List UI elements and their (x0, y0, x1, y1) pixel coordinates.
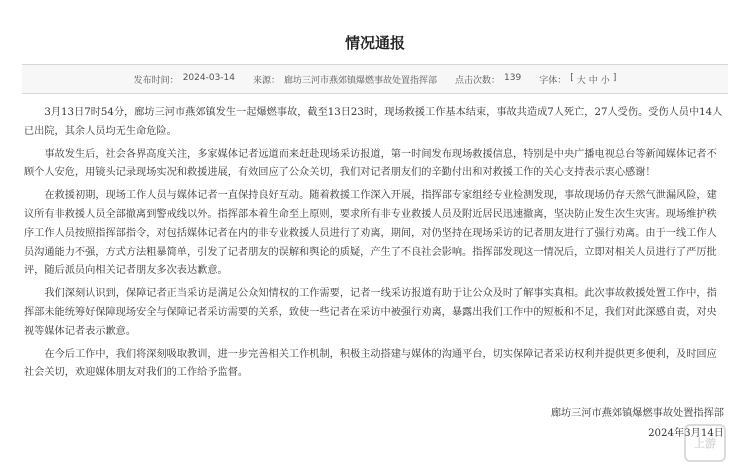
article-body (24, 104, 726, 387)
paragraph: 我们深刻认识到，保障记者正当采访是满足公众知情权的工作需要，记者一线采访报道有助于让公众及时了解事实真相。此次事故救援处置工作中，指挥部未能统筹好保障现场安全与保障记者采访需要的关系，致使一些记者在采访中被强行劝离，暴露出我们工作中的短板和不足，我们对此深感自责，对央视等媒体记者表示歉意。 (24, 288, 717, 337)
click-count (455, 73, 521, 86)
font-size-label: 字体： (539, 75, 567, 86)
publish-time (134, 73, 235, 86)
source (253, 73, 437, 86)
source-label: 来源： (253, 75, 281, 86)
bracket-close: ] (612, 72, 617, 83)
publish-time-value: 2024-03-14 (182, 72, 235, 83)
watermark-text: 上游 (694, 437, 716, 450)
signature-date: 2024年3月14日 (648, 428, 724, 439)
font-size-medium[interactable]: 中 (588, 75, 598, 86)
click-count-value: 139 (504, 72, 522, 83)
paragraph: 3月13日7时54分，廊坊三河市燕郊镇发生一起爆燃事故，截至13日23时，现场救援工作基本结束，事故共造成7人死亡，27人受伤。受伤人员中14人已出院，其余人员均无生命危险。 (24, 107, 723, 137)
font-size-small[interactable]: 小 (600, 75, 610, 86)
watermark-logo (684, 424, 726, 462)
paragraph: 事故发生后，社会各界高度关注，多家媒体记者远道而来赶赴现场采访报道，第一时间发布现场救援信息，特别是中央广播电视总台等新闻媒体记者不顾个人安危，用镜头记录现场实况和救援进展，有效回应了公众关切，我们对记者朋友们的辛勤付出和对救援工作的关心支持表示衷心感谢！ (24, 148, 717, 179)
font-size-selector (539, 73, 616, 86)
paragraph: 在今后工作中，我们将深刻吸取教训，进一步完善相关工作机制，积极主动搭建与媒体的沟通平台，切实保障记者采访权利并提供更多便利，及时回应社会关切，欢迎媒体朋友对我们的工作给予监督。 (24, 348, 717, 379)
bracket-open: [ (570, 72, 574, 83)
article-meta-bar (22, 64, 728, 94)
click-count-label: 点击次数： (455, 75, 501, 86)
signature-org: 廊坊三河市燕郊镇爆燃事故处置指挥部 (550, 408, 724, 419)
page-title: 情况通报 (344, 34, 405, 52)
source-value: 廊坊三河市燕郊镇爆燃事故处置指挥部 (284, 75, 438, 86)
publish-time-label: 发布时间： (133, 75, 179, 86)
paragraph: 在救援初期，现场工作人员与媒体记者一直保持良好互动。随着救援工作深入开展，指挥部专家组经专业检测发现，事故现场仍存天然气泄漏风险，建议所有非救援人员全部撤离到警戒线以外。指挥部本着生命至上原则，要求所有非专业救援人员及附近居民迅速撤离，坚决防止发生次生灾害。现场维护秩序工作人员按照指挥部指令，对包括媒体记者在内的非专业救援人员进行了劝离，期间，对仍坚持在现场采访的记者朋友进行了强行劝离。由于一线工作人员沟通能力不强，方式方法粗暴简单，引发了记者朋友的误解和舆论的质疑，产生了不良社会影响。指挥部发现这一情况后，立即对相关人员进行了严厉批评，随后派员向相关记者朋友多次表达歉意。 (24, 190, 717, 277)
font-size-large[interactable]: 大 (576, 75, 586, 86)
